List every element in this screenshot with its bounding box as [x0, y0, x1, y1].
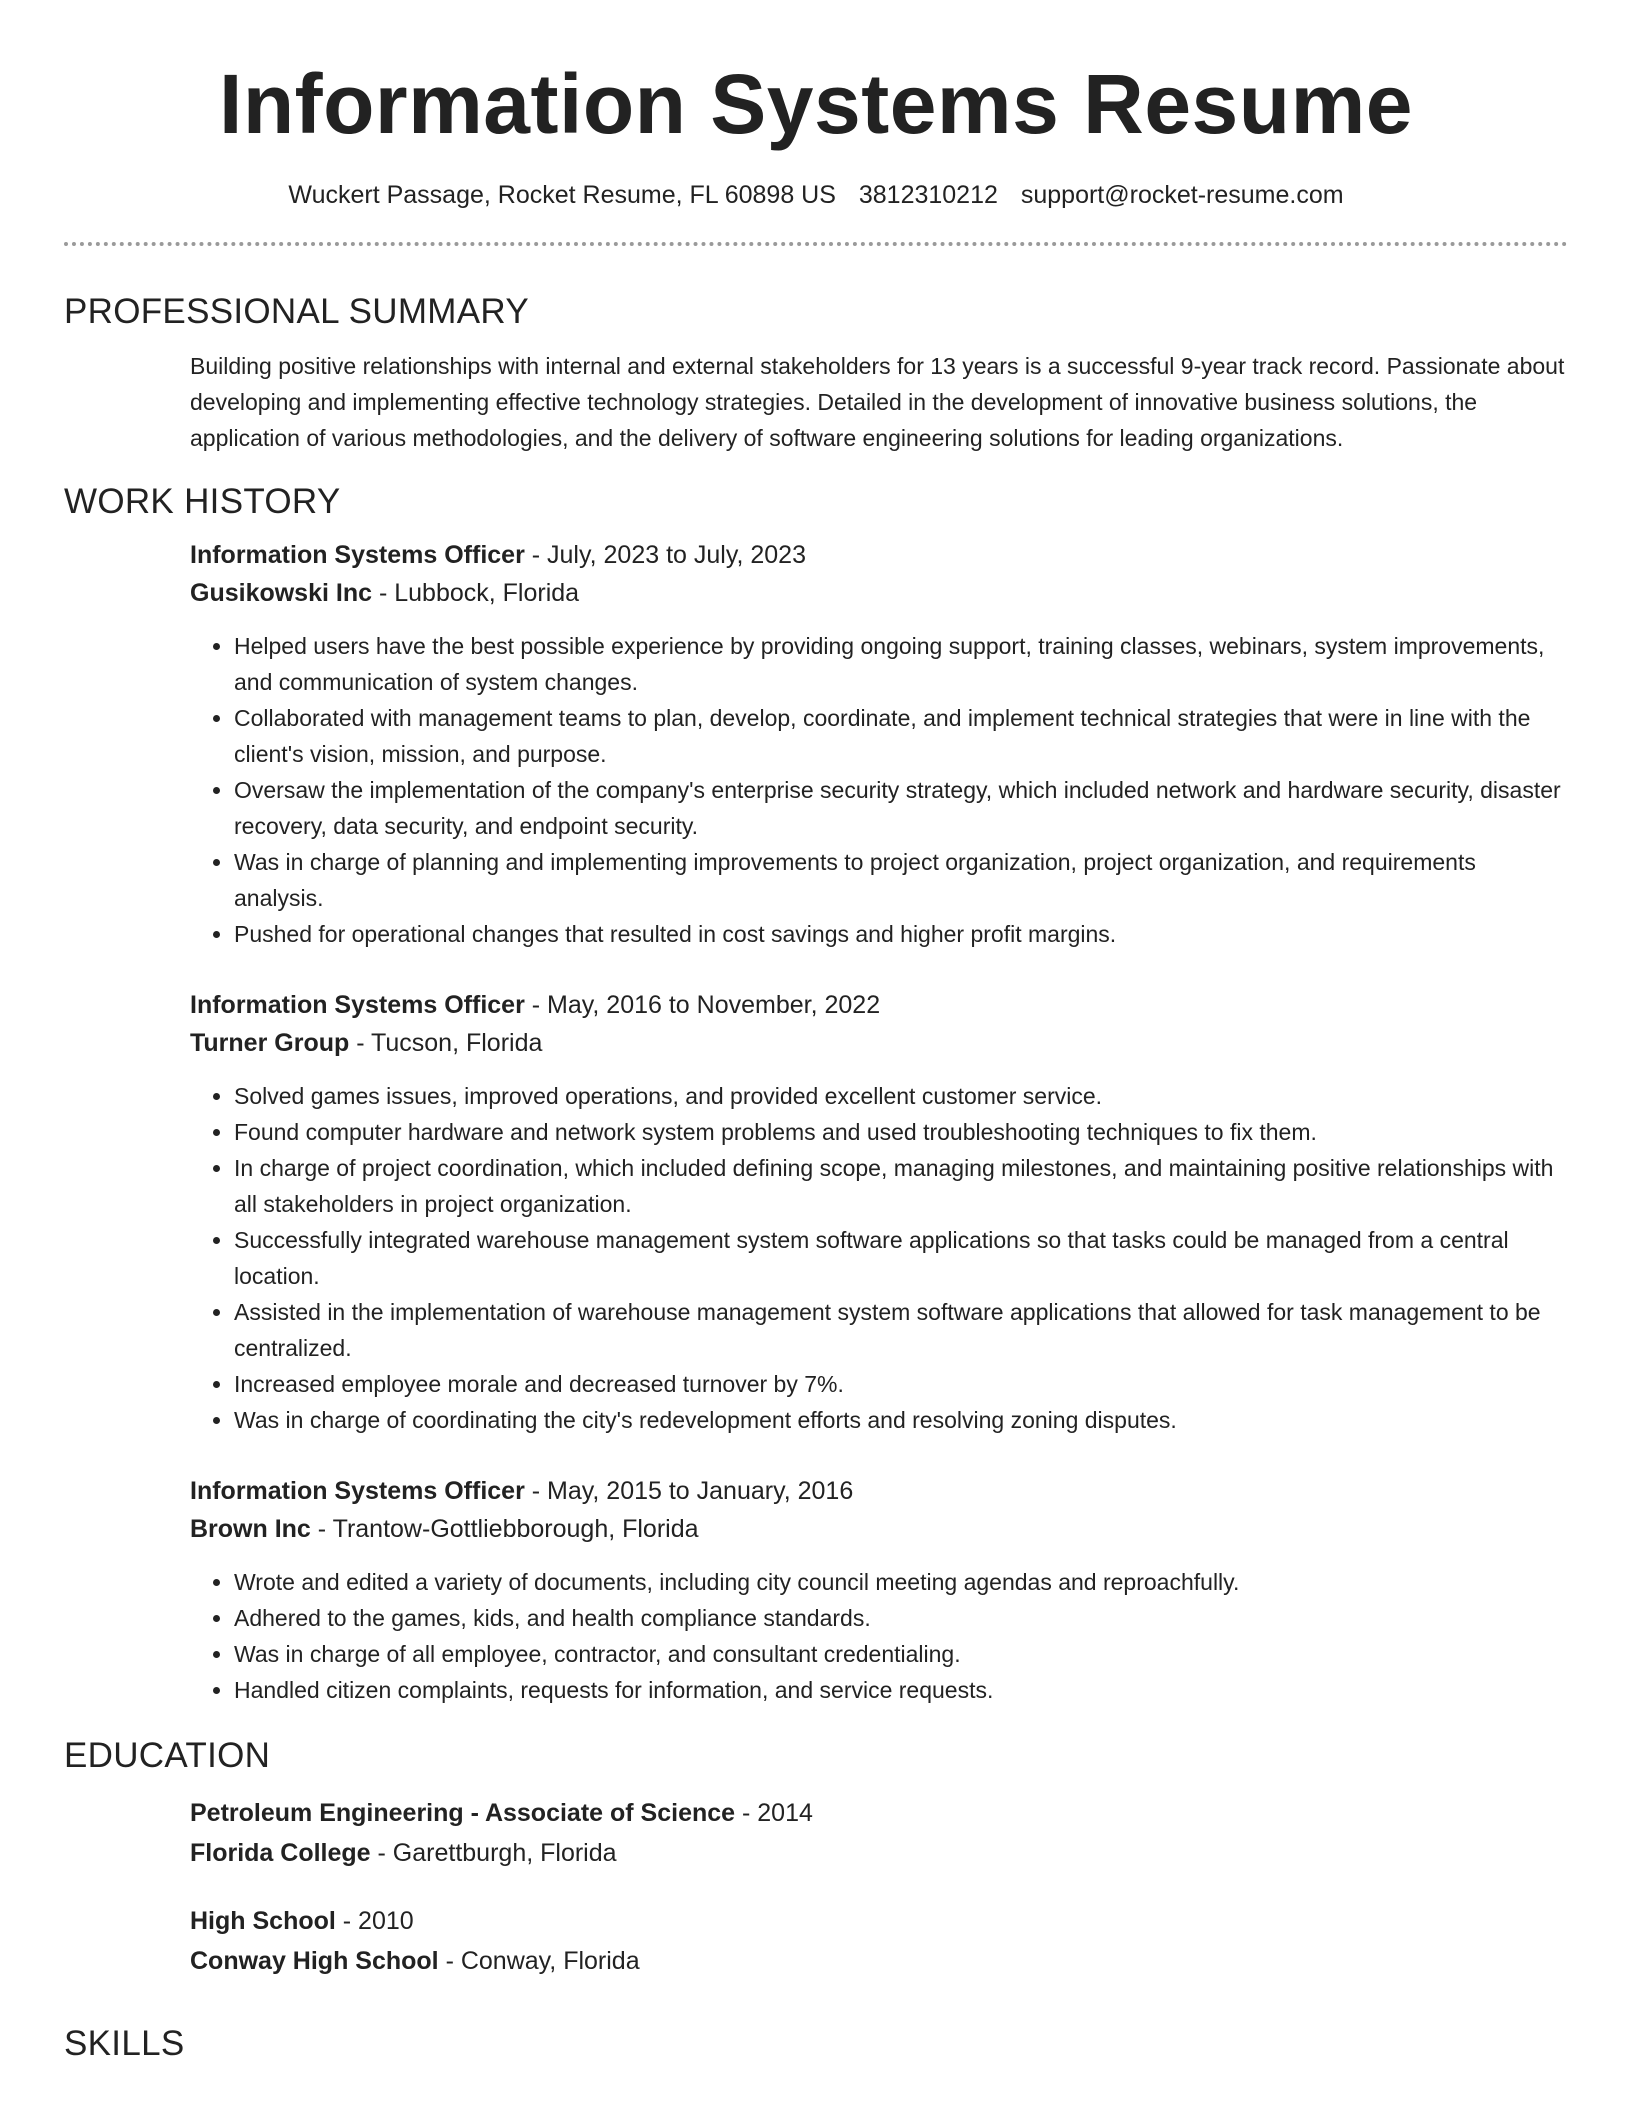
- work-history-heading: WORK HISTORY: [64, 482, 341, 521]
- job-bullet-list: [190, 1564, 1568, 1708]
- job-bullet: • Increased employee morale and decreased turnover by 7%.: [234, 1366, 1568, 1402]
- job-location: - Tucson, Florida: [349, 1029, 543, 1057]
- job-dates: - May, 2016 to November, 2022: [524, 991, 881, 1019]
- contact-address: Wuckert Passage, Rocket Resume, FL 60898 US: [288, 181, 836, 209]
- job-bullet: • Found computer hardware and network system problems and used troubleshooting techniques to fix them.: [234, 1114, 1568, 1150]
- job-company: Turner Group: [190, 1029, 350, 1057]
- job-bullet: • Was in charge of planning and implementing improvements to project organization, project organization, and requirements analysis.: [234, 844, 1568, 916]
- job-company: Gusikowski Inc: [190, 579, 373, 607]
- education-school: Conway High School: [190, 1947, 439, 1975]
- job-bullet: • Was in charge of coordinating the city's redevelopment efforts and resolving zoning disputes.: [234, 1402, 1568, 1438]
- education-year: - 2010: [335, 1907, 414, 1935]
- resume-title: Information Systems Resume: [218, 57, 1413, 151]
- job-bullet-list: [190, 1078, 1568, 1438]
- job-bullet: • Oversaw the implementation of the company's enterprise security strategy, which included network and hardware security, disaster recovery, data security, and endpoint security.: [234, 772, 1568, 844]
- job-bullet: • Pushed for operational changes that resulted in cost savings and higher profit margins.: [234, 916, 1568, 952]
- job-dates: - May, 2015 to January, 2016: [524, 1477, 854, 1505]
- summary-heading: PROFESSIONAL SUMMARY: [64, 292, 529, 331]
- contact-line: [64, 178, 1568, 212]
- header-divider: [64, 242, 1568, 246]
- job-entry: [190, 1472, 1568, 1708]
- job-location: - Lubbock, Florida: [372, 579, 580, 607]
- job-bullet: • Helped users have the best possible experience by providing ongoing support, training classes, webinars, system improvements, and communication of system changes.: [234, 628, 1568, 700]
- job-dates: - July, 2023 to July, 2023: [524, 541, 806, 569]
- summary-section: [64, 290, 1568, 456]
- job-bullet: • Adhered to the games, kids, and health compliance standards.: [234, 1600, 1568, 1636]
- job-bullet: • Assisted in the implementation of warehouse management system software applications that allowed for task management to be centralized.: [234, 1294, 1568, 1366]
- job-bullet: • Successfully integrated warehouse management system software applications so that tasks could be managed from a central location.: [234, 1222, 1568, 1294]
- job-title: Information Systems Officer: [190, 991, 525, 1019]
- contact-phone: 3812310212: [858, 181, 998, 209]
- education-degree: Petroleum Engineering - Associate of Science: [190, 1799, 736, 1827]
- job-location: - Trantow-Gottliebborough, Florida: [310, 1515, 699, 1543]
- job-bullet: • Handled citizen complaints, requests for information, and service requests.: [234, 1672, 1568, 1708]
- job-bullet: • In charge of project coordination, which included defining scope, managing milestones, and maintaining positive relationships with all stakeholders in project organization.: [234, 1150, 1568, 1222]
- education-entry: [190, 1902, 1568, 1980]
- skills-heading: SKILLS: [64, 2024, 185, 2063]
- education-location: - Garettburgh, Florida: [370, 1839, 617, 1867]
- job-bullet: • Was in charge of all employee, contractor, and consultant credentialing.: [234, 1636, 1568, 1672]
- job-company: Brown Inc: [190, 1515, 311, 1543]
- education-heading: EDUCATION: [64, 1736, 271, 1775]
- education-location: - Conway, Florida: [438, 1947, 640, 1975]
- job-title-line: [190, 986, 1568, 1024]
- education-degree-line: [190, 1794, 1568, 1832]
- job-title-line: [190, 1472, 1568, 1510]
- job-company-line: [190, 1024, 1568, 1062]
- job-bullet-list: [190, 628, 1568, 952]
- job-title-line: [190, 536, 1568, 574]
- summary-text: Building positive relationships with internal and external stakeholders for 13 years is a successful 9-year track record. Passionate about developing and implementing effective technology strategies. Detailed in the development of innovative business solutions, the application of various methodologies, and the delivery of software engineering solutions for leading organizations.: [190, 353, 1565, 451]
- education-degree-line: [190, 1902, 1568, 1940]
- education-entry: [190, 1794, 1568, 1872]
- job-title: Information Systems Officer: [190, 1477, 525, 1505]
- education-section: [64, 1734, 1568, 1980]
- job-bullet: • Collaborated with management teams to plan, develop, coordinate, and implement technical strategies that were in line with the client's vision, mission, and purpose.: [234, 700, 1568, 772]
- contact-email: support@rocket-resume.com: [1020, 181, 1344, 209]
- education-school-line: [190, 1942, 1568, 1980]
- resume-page: [64, 0, 1568, 2066]
- job-bullet: • Solved games issues, improved operations, and provided excellent customer service.: [234, 1078, 1568, 1114]
- job-title: Information Systems Officer: [190, 541, 525, 569]
- job-entry: [190, 536, 1568, 952]
- job-company-line: [190, 1510, 1568, 1548]
- work-history-section: [64, 480, 1568, 1708]
- education-school-line: [190, 1834, 1568, 1872]
- job-bullet: • Wrote and edited a variety of documents, including city council meeting agendas and reproachfully.: [234, 1564, 1568, 1600]
- job-company-line: [190, 574, 1568, 612]
- education-school: Florida College: [190, 1839, 371, 1867]
- education-year: - 2014: [735, 1799, 813, 1827]
- education-degree: High School: [190, 1907, 336, 1935]
- job-entry: [190, 986, 1568, 1438]
- skills-section: [64, 2022, 1568, 2066]
